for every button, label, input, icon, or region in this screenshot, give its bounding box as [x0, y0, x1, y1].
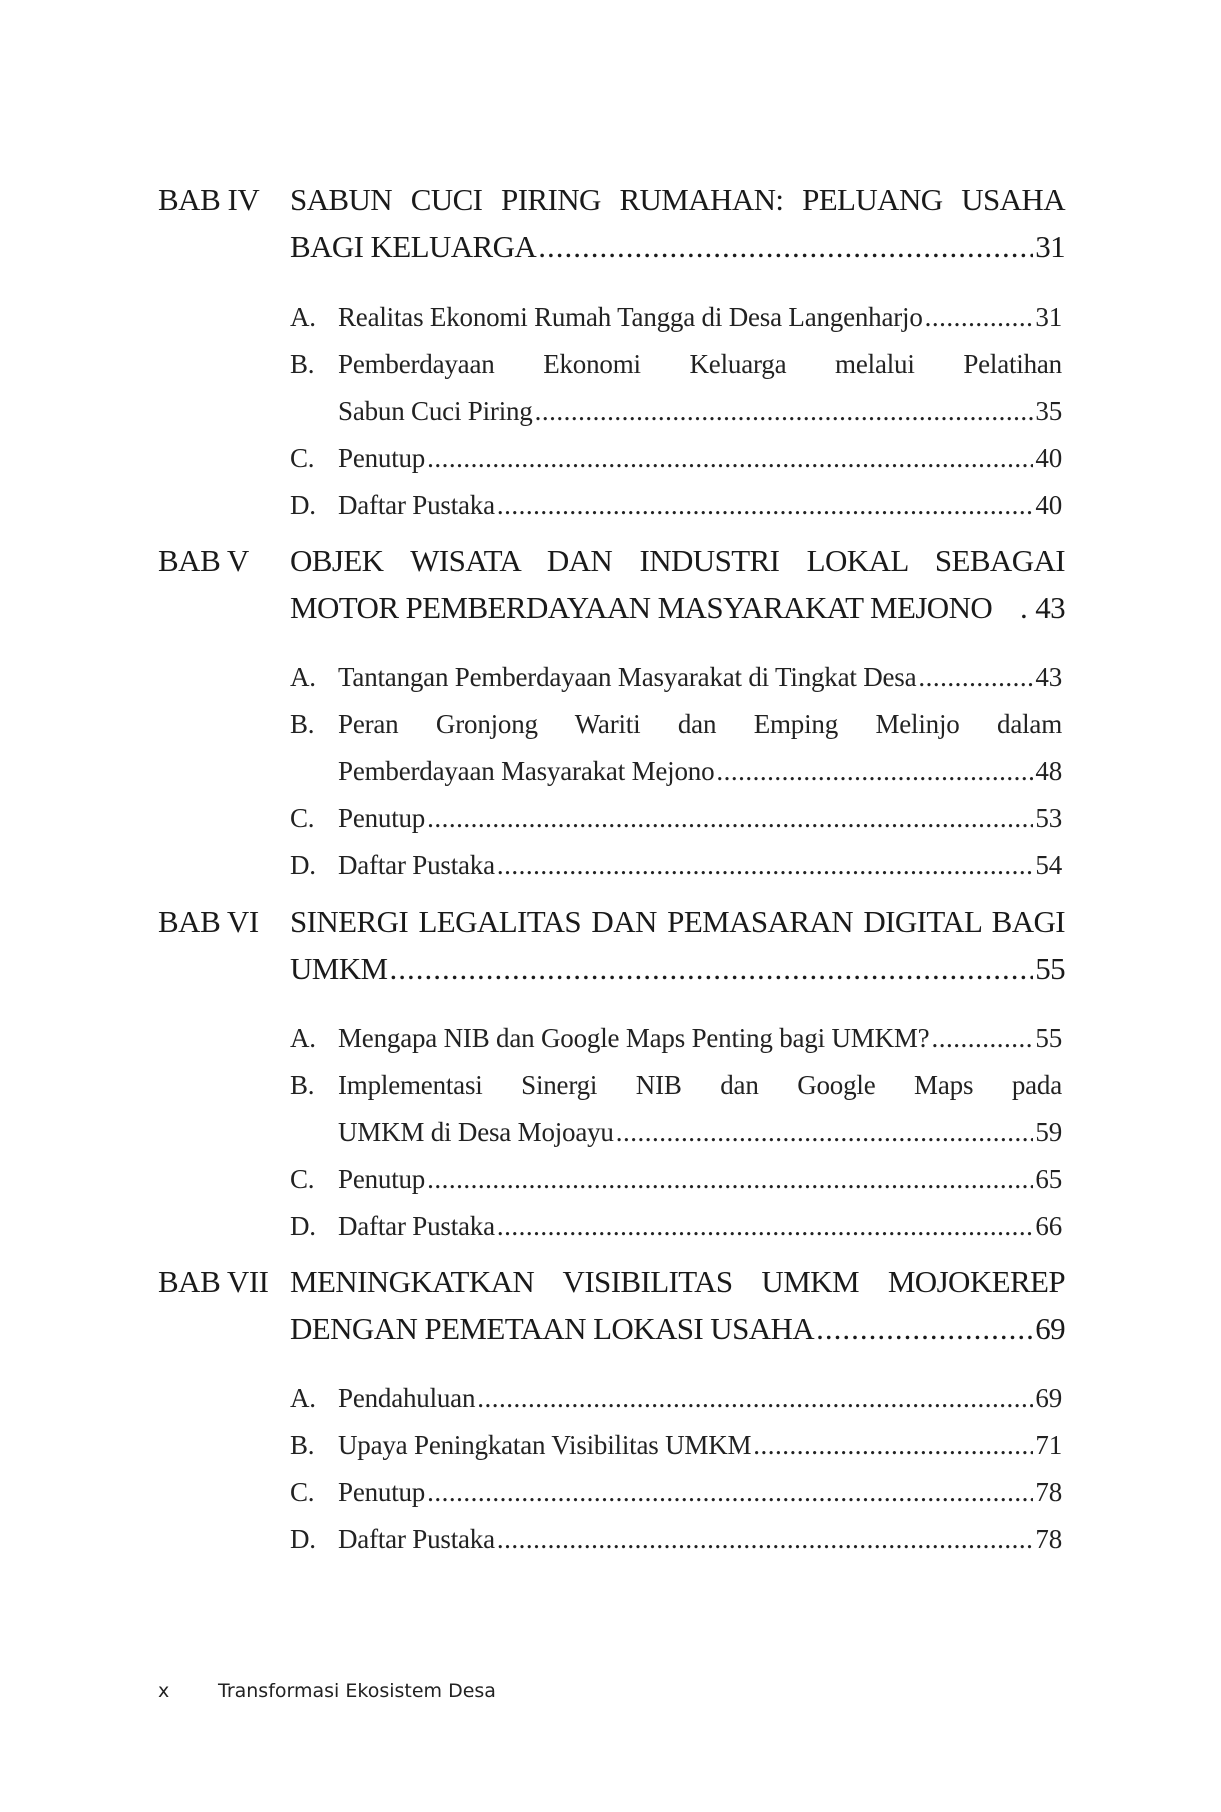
section-item[interactable] [290, 1156, 1062, 1203]
section-item[interactable] [290, 1062, 1062, 1156]
section-title: Upaya Peningkatan Visibilitas UMKM [338, 1430, 752, 1460]
dot-leader [497, 1516, 1033, 1563]
chapter-page-number: 43 [1035, 590, 1065, 625]
section-page-number: 59 [1035, 1117, 1062, 1147]
dot-leader [753, 1422, 1033, 1469]
chapter-page-number: 55 [1035, 951, 1065, 986]
section-item[interactable] [290, 1422, 1062, 1469]
section-item[interactable] [290, 842, 1062, 889]
dot-leader [390, 945, 1034, 992]
dot-leader [716, 748, 1033, 795]
section-item[interactable] [290, 1516, 1062, 1563]
chapter-title-line2-row [290, 1305, 1065, 1352]
dot-leader [925, 294, 1034, 341]
section-list [290, 1375, 1062, 1563]
section-page-number: 78 [1035, 1477, 1062, 1507]
section-letter: C. [290, 1477, 315, 1507]
chapter-page-number: 69 [1035, 1311, 1065, 1346]
section-item[interactable] [290, 1015, 1062, 1062]
chapter-number: BAB IV [158, 182, 260, 217]
section-letter: A. [290, 1023, 316, 1053]
chapter-title-line2: DENGAN PEMETAAN LOKASI USAHA [290, 1311, 815, 1346]
dot-leader [616, 1109, 1034, 1156]
section-item[interactable] [290, 1203, 1062, 1250]
section-letter: C. [290, 803, 315, 833]
dot-leader [497, 1203, 1033, 1250]
chapter-page-number: 31 [1035, 229, 1065, 264]
section-item[interactable] [290, 435, 1062, 482]
section-title: Tantangan Pemberdayaan Masyarakat di Tingkat Desa [338, 662, 917, 692]
section-title: Daftar Pustaka [338, 490, 495, 520]
section-page-number: 65 [1035, 1164, 1062, 1194]
dot-leader [538, 223, 1033, 270]
section-page-number: 31 [1035, 302, 1062, 332]
section-item[interactable] [290, 294, 1062, 341]
section-title: Penutup [338, 1477, 426, 1507]
section-letter: C. [290, 1164, 315, 1194]
section-letter: A. [290, 662, 316, 692]
chapter-title-line1: SABUN CUCI PIRING RUMAHAN: PELUANG USAHA [290, 182, 1065, 217]
dot-leader [816, 1305, 1033, 1352]
section-page-number: 71 [1035, 1430, 1062, 1460]
section-title-line1: Implementasi Sinergi NIB dan Google Maps pada [338, 1070, 1062, 1100]
chapter-title-line1: MENINGKATKAN VISIBILITAS UMKM MOJOKEREP [290, 1264, 1065, 1299]
section-letter: A. [290, 1383, 316, 1413]
section-letter: B. [290, 349, 315, 379]
section-list [290, 654, 1062, 889]
dot-leader [497, 482, 1033, 529]
chapter-title-line2-row [290, 584, 1065, 631]
dot-leader [477, 1375, 1033, 1422]
chapter-title-line1: SINERGI LEGALITAS DAN PEMASARAN DIGITAL BAGI [290, 904, 1065, 939]
section-page-number: 40 [1035, 443, 1062, 473]
section-title: Penutup [338, 443, 426, 473]
section-letter: B. [290, 709, 315, 739]
section-page-number: 55 [1035, 1023, 1062, 1053]
chapter-title-line2-row [290, 223, 1065, 270]
section-item[interactable] [290, 654, 1062, 701]
dot-leader [535, 388, 1034, 435]
chapter-title-line2: UMKM [290, 951, 388, 986]
section-item[interactable] [290, 1375, 1062, 1422]
chapter-title-line1: OBJEK WISATA DAN INDUSTRI LOKAL SEBAGAI [290, 543, 1065, 578]
section-item[interactable] [290, 1469, 1062, 1516]
chapter-title[interactable] [290, 1258, 1065, 1352]
section-title: Pendahuluan [338, 1383, 476, 1413]
section-letter: D. [290, 1524, 316, 1554]
section-item[interactable] [290, 701, 1062, 795]
section-title-line1: Peran Gronjong Wariti dan Emping Melinjo dalam [338, 709, 1062, 739]
section-letter: D. [290, 850, 316, 880]
section-page-number: 35 [1035, 396, 1062, 426]
dot-leader [918, 654, 1033, 701]
footer-page-number: x [158, 1680, 170, 1702]
chapter-title[interactable] [290, 537, 1065, 631]
section-list [290, 294, 1062, 529]
section-letter: B. [290, 1430, 315, 1460]
chapter-title[interactable] [290, 898, 1065, 992]
chapter-title[interactable] [290, 176, 1065, 270]
dot-leader [427, 435, 1033, 482]
section-letter: C. [290, 443, 315, 473]
section-title: Penutup [338, 1164, 426, 1194]
section-title: Mengapa NIB dan Google Maps Penting bagi UMKM? [338, 1023, 930, 1053]
dot-leader [497, 842, 1033, 889]
chapter-title-line2: MOTOR PEMBERDAYAAN MASYARAKAT MEJONO [290, 590, 993, 625]
footer-book-title: Transformasi Ekosistem Desa [218, 1680, 496, 1702]
chapter-title-line2-row [290, 945, 1065, 992]
dot-leader [427, 1156, 1033, 1203]
section-list [290, 1015, 1062, 1250]
section-title-line2: Pemberdayaan Masyarakat Mejono [338, 756, 715, 786]
dot-leader [931, 1015, 1033, 1062]
section-item[interactable] [290, 482, 1062, 529]
section-letter: B. [290, 1070, 315, 1100]
chapter-number: BAB VII [158, 1264, 269, 1299]
section-title: Realitas Ekonomi Rumah Tangga di Desa Langenharjo [338, 302, 923, 332]
section-page-number: 53 [1035, 803, 1062, 833]
section-title-line1: Pemberdayaan Ekonomi Keluarga melalui Pelatihan [338, 349, 1062, 379]
dot-leader: . [1020, 590, 1028, 625]
section-letter: D. [290, 1211, 316, 1241]
section-page-number: 54 [1035, 850, 1062, 880]
section-item[interactable] [290, 341, 1062, 435]
section-title: Daftar Pustaka [338, 1211, 495, 1241]
section-title: Daftar Pustaka [338, 850, 495, 880]
section-item[interactable] [290, 795, 1062, 842]
chapter-title-line2: BAGI KELUARGA [290, 229, 537, 264]
section-title-line2: Sabun Cuci Piring [338, 396, 533, 426]
dot-leader [427, 795, 1033, 842]
chapter-number: BAB V [158, 543, 249, 578]
section-letter: D. [290, 490, 316, 520]
section-page-number: 43 [1035, 662, 1062, 692]
dot-leader [427, 1469, 1033, 1516]
section-letter: A. [290, 302, 316, 332]
section-title: Daftar Pustaka [338, 1524, 495, 1554]
section-title-line2: UMKM di Desa Mojoayu [338, 1117, 614, 1147]
section-page-number: 40 [1035, 490, 1062, 520]
section-title: Penutup [338, 803, 426, 833]
section-page-number: 66 [1035, 1211, 1062, 1241]
section-page-number: 48 [1035, 756, 1062, 786]
chapter-number: BAB VI [158, 904, 259, 939]
section-page-number: 69 [1035, 1383, 1062, 1413]
section-page-number: 78 [1035, 1524, 1062, 1554]
